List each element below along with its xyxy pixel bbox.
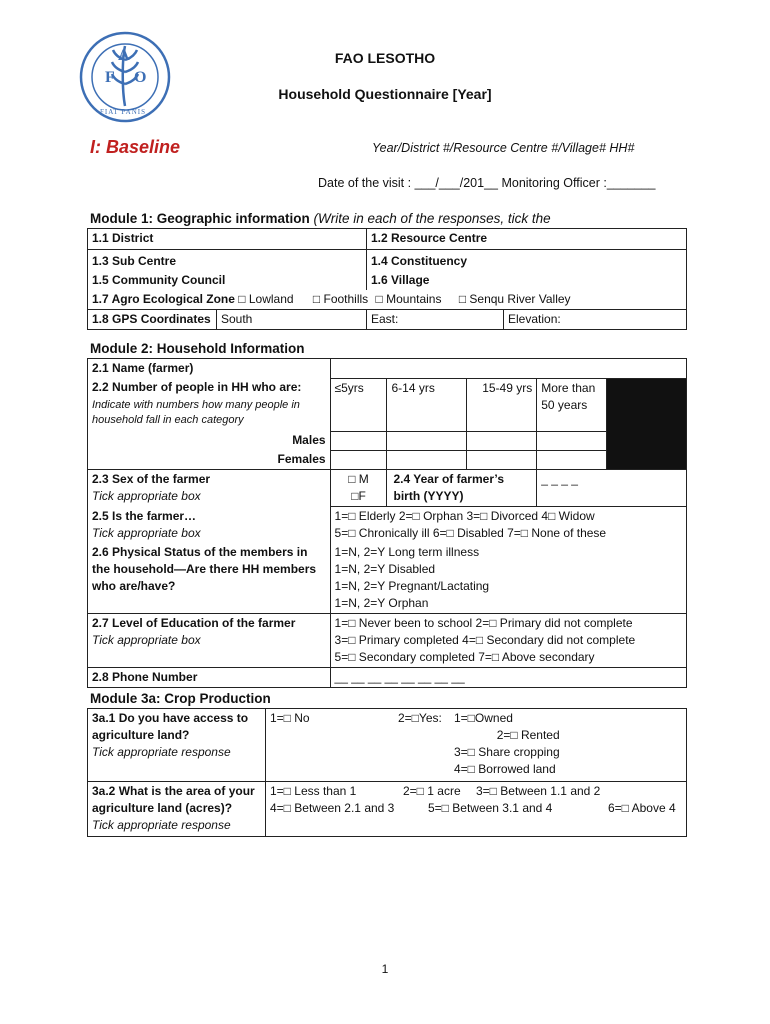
gps-elevation-field[interactable]: Elevation: <box>504 310 687 330</box>
module2-heading: Module 2: Household Information <box>90 341 305 356</box>
fao-logo <box>78 30 172 124</box>
is-farmer-tick-note: Tick appropriate box <box>92 525 201 540</box>
module1-note: (Write in each of the responses, tick the <box>313 211 551 226</box>
community-council-field[interactable]: 1.5 Community Council <box>88 271 367 290</box>
birth-year-field[interactable]: _ _ _ _ <box>537 470 687 507</box>
education-options[interactable]: 1=□ Never been to school 2=□ Primary did not complete 3=□ Primary completed 4=□ Secondary did not complete 5=□ Secondary completed 7=□ Above secondary <box>330 614 686 668</box>
access-tick-note: Tick appropriate response <box>92 745 231 759</box>
education-label-cell: 2.7 Level of Education of the farmer Tick appropriate box <box>88 614 331 668</box>
males-15-49-field[interactable] <box>467 431 537 450</box>
birth-year-label: 2.4 Year of farmer’s birth (YYYY) <box>387 470 537 507</box>
access-yes-options: 1=□Owned 2=□ Rented 3=□ Share cropping 4=□ Borrowed land <box>454 711 560 776</box>
males-5-field[interactable] <box>330 431 387 450</box>
zone-foothills[interactable]: □ Foothills <box>312 292 369 306</box>
zone-lowland[interactable]: □ Lowland <box>238 292 294 306</box>
resource-centre-field[interactable]: 1.2 Resource Centre <box>367 229 687 250</box>
gps-east-field[interactable]: East: <box>367 310 504 330</box>
logo-motto: FIAT PANIS <box>100 108 146 116</box>
females-label: Females <box>88 450 331 470</box>
farmer-name-label: 2.1 Name (farmer) <box>88 359 331 379</box>
males-label: Males <box>88 431 331 450</box>
females-6-14-field[interactable] <box>387 450 467 470</box>
phone-field[interactable]: __ __ __ __ __ __ __ __ <box>330 668 686 688</box>
module1-table <box>87 228 687 330</box>
zone-mountains[interactable]: □ Mountains <box>375 292 442 306</box>
phone-label: 2.8 Phone Number <box>88 668 331 688</box>
section-title: I: Baseline <box>90 137 181 157</box>
females-15-49-field[interactable] <box>467 450 537 470</box>
age-col-6-14: 6-14 yrs <box>387 378 467 431</box>
access-no-option: 1=□ No <box>270 711 310 725</box>
agro-zone-label: 1.7 Agro Ecological Zone <box>92 292 235 306</box>
is-farmer-options[interactable]: 1=□ Elderly 2=□ Orphan 3=□ Divorced 4□ Widow 5=□ Chronically ill 6=□ Disabled 7=□ None of these <box>330 507 686 544</box>
page-number: 1 <box>381 962 389 976</box>
module3a-heading: Module 3a: Crop Production <box>90 691 271 706</box>
agro-zone-row <box>88 290 687 310</box>
access-options[interactable] <box>266 709 687 782</box>
sex-f-checkbox[interactable]: □F <box>351 489 366 503</box>
age-col-50plus: More than 50 years <box>537 378 607 431</box>
farmer-name-field[interactable] <box>330 359 686 379</box>
visit-line: Date of the visit : ___/___/201__ Monitoring Officer :_______ <box>318 176 656 190</box>
module1-heading: Module 1: Geographic information (Write in each of the responses, tick the <box>90 211 551 226</box>
males-6-14-field[interactable] <box>387 431 467 450</box>
gps-cell <box>88 310 367 330</box>
education-tick-note: Tick appropriate box <box>92 633 201 647</box>
physical-status-options[interactable]: 1=N, 2=Y Long term illness 1=N, 2=Y Disabled 1=N, 2=Y Pregnant/Lactating 1=N, 2=Y Orphan <box>330 543 686 614</box>
area-question-cell: 3a.2 What is the area of your agriculture land (acres)? Tick appropriate response <box>88 782 266 837</box>
constituency-field[interactable]: 1.4 Constituency <box>367 250 687 272</box>
gps-south-field[interactable]: South <box>221 312 253 326</box>
access-yes-label: 2=□Yes: <box>398 711 442 725</box>
area-tick-note: Tick appropriate response <box>92 818 231 832</box>
gps-label: 1.8 GPS Coordinates <box>88 310 217 329</box>
area-options[interactable]: 1=□ Less than 1 2=□ 1 acre 3=□ Between 1.1 and 2 4=□ Between 2.1 and 3 5=□ Between 3.1 and 4 6=□ Above 4 <box>266 782 687 837</box>
sex-tick-note: Tick appropriate box <box>92 489 201 503</box>
village-field[interactable]: 1.6 Village <box>367 271 687 290</box>
females-50-field[interactable] <box>537 450 607 470</box>
is-farmer-label-cell: 2.5 Is the farmer… Tick appropriate box <box>88 507 331 544</box>
module3a-table <box>87 708 687 837</box>
doc-subtitle: Household Questionnaire [Year] <box>278 86 492 102</box>
age-col-15-49: 15-49 yrs <box>467 378 537 431</box>
logo-letter-f: F <box>105 69 115 86</box>
zone-senqu[interactable]: □ Senqu River Valley <box>458 292 571 306</box>
sex-options <box>330 470 387 507</box>
age-col-5: ≤5yrs <box>330 378 387 431</box>
sub-centre-field[interactable]: 1.3 Sub Centre <box>88 250 367 272</box>
sex-m-checkbox[interactable]: □ M <box>348 472 369 486</box>
doc-title: FAO LESOTHO <box>334 50 436 66</box>
people-label-cell: 2.2 Number of people in HH who are: Indicate with numbers how many people in household fall in each category <box>88 378 331 431</box>
logo-letter-o: O <box>134 69 147 86</box>
shaded-cell <box>607 378 687 470</box>
module2-table <box>87 358 687 688</box>
males-50-field[interactable] <box>537 431 607 450</box>
people-note: Indicate with numbers how many people in household fall in each category <box>92 399 300 426</box>
sex-label-cell: 2.3 Sex of the farmer Tick appropriate box <box>88 470 331 507</box>
logo-letter-a: A <box>118 47 130 64</box>
physical-status-label: 2.6 Physical Status of the members in the household—Are there HH members who are/have? <box>88 543 331 614</box>
access-question-cell: 3a.1 Do you have access to agriculture land? Tick appropriate response <box>88 709 266 782</box>
id-line: Year/District #/Resource Centre #/Village# HH# <box>372 141 635 155</box>
females-5-field[interactable] <box>330 450 387 470</box>
district-field[interactable]: 1.1 District <box>88 229 367 250</box>
